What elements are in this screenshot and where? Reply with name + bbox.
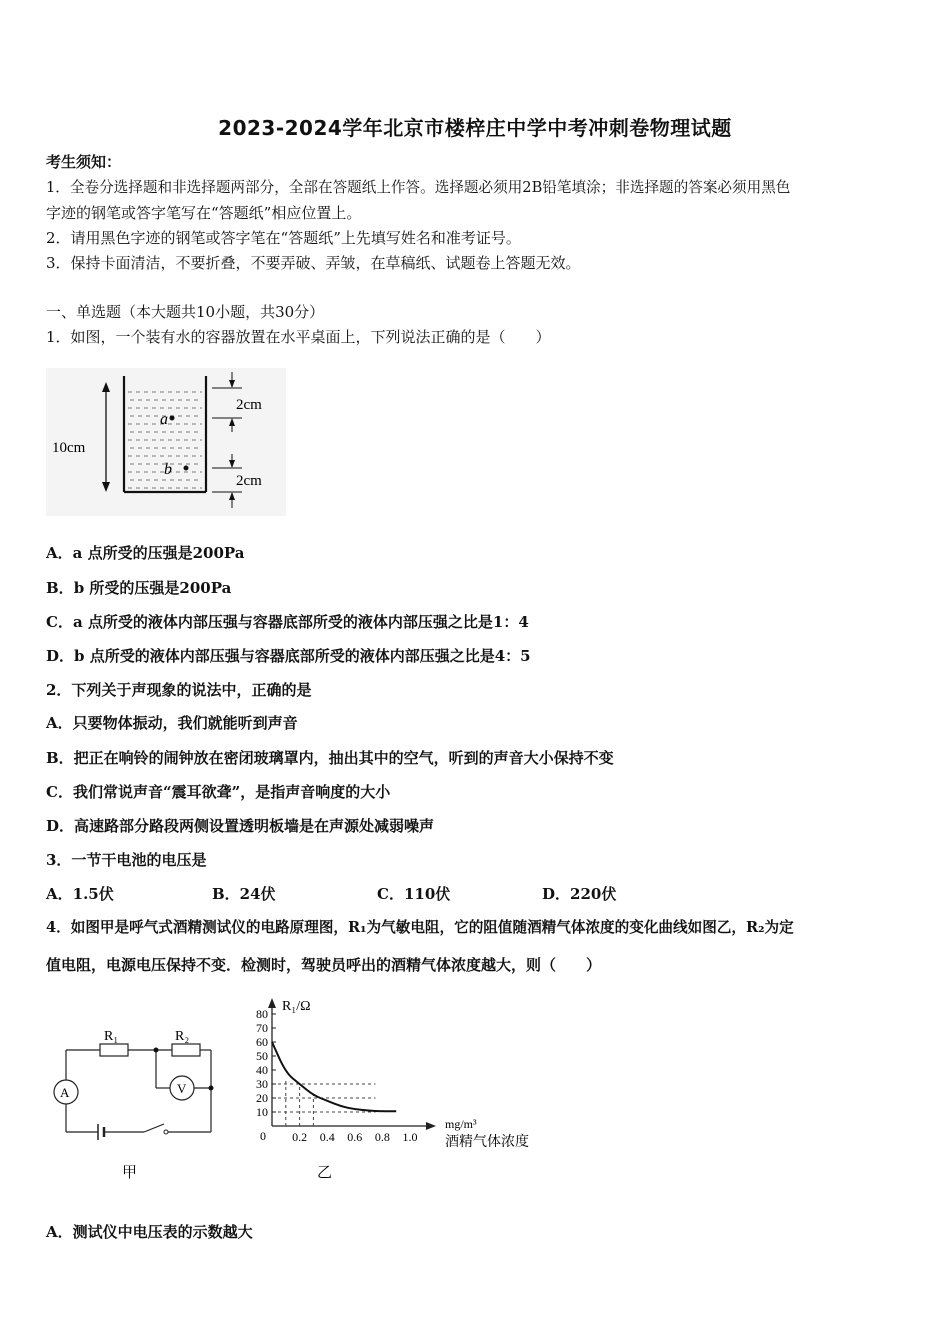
x-tick-label: 0.4 (319, 1130, 335, 1144)
r1-label: R₁ (104, 1029, 119, 1044)
y-tick-label: 80 (256, 1007, 268, 1021)
q1-option-c-letter: C． (46, 613, 73, 631)
section-heading: 一、单选题（本大题共10小题，共30分） (46, 303, 325, 321)
q1-option-c-text: a 点所受的液体内部压强与容器底部所受的液体内部压强之比是1：4 (72, 613, 529, 631)
chart-xunit: mg/m³ (445, 1117, 477, 1131)
q1-option-d[interactable] (46, 646, 531, 666)
q4-resistance-chart (240, 990, 550, 1190)
q1-option-b[interactable] (46, 578, 231, 598)
q1-option-b-letter: B． (46, 579, 74, 597)
q1-stem: 1．如图，一个装有水的容器放置在水平桌面上，下列说法正确的是（ ） (46, 328, 551, 346)
chart-origin-label: 0 (260, 1129, 266, 1143)
q4-stem-line1: 4．如图甲是呼气式酒精测试仪的电路原理图，R₁为气敏电阻，它的阻值随酒精气体浓度的变化曲线如图乙，R₂为定 (46, 919, 794, 936)
r2-label: R₂ (175, 1029, 190, 1044)
q1-option-a[interactable] (46, 543, 245, 563)
notice-heading: 考生须知： (46, 153, 122, 171)
x-tick-label: 0.2 (292, 1130, 308, 1144)
height-label: 10cm (52, 440, 86, 456)
q1-option-b-text: b 所受的压强是200Pa (73, 579, 232, 597)
y-tick-label: 30 (256, 1077, 268, 1091)
page-title: 2023-2024学年北京市楼梓庄中学中考冲刺卷物理试题 (218, 116, 732, 140)
notice-item-2: 2．请用黑色字迹的钢笔或答字笔在“答题纸”上先填写姓名和准考证号。 (46, 229, 521, 247)
bottom-depth-label: 2cm (236, 473, 262, 489)
voltmeter-symbol: V (177, 1081, 187, 1096)
q3-option-d[interactable]: D．220伏 (542, 885, 617, 903)
q1-option-d-text: b 点所受的液体内部压强与容器底部所受的液体内部压强之比是4：5 (74, 647, 531, 665)
q2-option-b[interactable]: B．把正在响铃的闹钟放在密闭玻璃罩内，抽出其中的空气，听到的声音大小保持不变 (46, 749, 614, 767)
q3-option-c[interactable]: C．110伏 (377, 885, 451, 903)
q1-option-c[interactable] (46, 612, 529, 632)
point-a-dot (170, 416, 175, 421)
q3-stem: 3．一节干电池的电压是 (46, 851, 207, 869)
y-tick-label: 20 (256, 1091, 268, 1105)
chart-caption: 乙 (317, 1165, 333, 1181)
y-tick-label: 40 (256, 1063, 268, 1077)
q4-option-a[interactable]: A．测试仪中电压表的示数越大 (46, 1223, 253, 1241)
chart-xlabel: 酒精气体浓度 (445, 1135, 529, 1150)
q1-option-a-text: a 点所受的压强是200Pa (72, 544, 245, 562)
q3-option-a[interactable]: A．1.5伏 (46, 885, 114, 903)
x-axis-arrow (426, 1122, 436, 1130)
q2-option-a[interactable]: A．只要物体振动，我们就能听到声音 (46, 714, 298, 732)
q2-option-c[interactable]: C．我们常说声音“震耳欲聋”，是指声音响度的大小 (46, 783, 391, 801)
x-tick-label: 0.6 (347, 1130, 363, 1144)
circuit-caption: 甲 (122, 1165, 138, 1181)
y-tick-label: 70 (256, 1021, 268, 1035)
q4-circuit-figure (46, 1020, 226, 1190)
top-depth-label: 2cm (236, 397, 262, 413)
point-b-dot (184, 466, 189, 471)
q2-option-d[interactable]: D．高速路部分路段两侧设置透明板墙是在声源处减弱噪声 (46, 817, 435, 835)
notice-item-1: 1．全卷分选择题和非选择题两部分，全部在答题纸上作答。选择题必须用2B铅笔填涂；非选择题的答案必须用黑色 (46, 179, 791, 196)
r1-curve (272, 1042, 396, 1111)
y-tick-label: 50 (256, 1049, 268, 1063)
y-tick-label: 60 (256, 1035, 268, 1049)
x-tick-label: 0.8 (374, 1130, 390, 1144)
chart-ylabel: R₁/Ω (282, 999, 311, 1014)
y-tick-label: 10 (256, 1105, 268, 1119)
notice-item-1-cont: 字迹的钢笔或答字笔写在“答题纸”相应位置上。 (46, 204, 362, 222)
q1-container-figure (46, 368, 286, 516)
q1-option-d-letter: D． (46, 647, 75, 665)
q3-option-b[interactable]: B．24伏 (212, 885, 276, 903)
q1-option-a-letter: A． (46, 544, 73, 562)
x-tick-label: 1.0 (402, 1130, 418, 1144)
q4-stem-line2: 值电阻，电源电压保持不变．检测时，驾驶员呼出的酒精气体浓度越大，则（ ） (46, 956, 602, 974)
point-a-label: a (160, 411, 168, 428)
notice-item-3: 3．保持卡面清洁，不要折叠，不要弄破、弄皱，在草稿纸、试题卷上答题无效。 (46, 254, 581, 272)
point-b-label: b (164, 461, 172, 478)
q2-stem: 2．下列关于声现象的说法中，正确的是 (46, 681, 312, 699)
ammeter-symbol: A (60, 1085, 70, 1100)
y-axis-arrow (268, 998, 276, 1008)
